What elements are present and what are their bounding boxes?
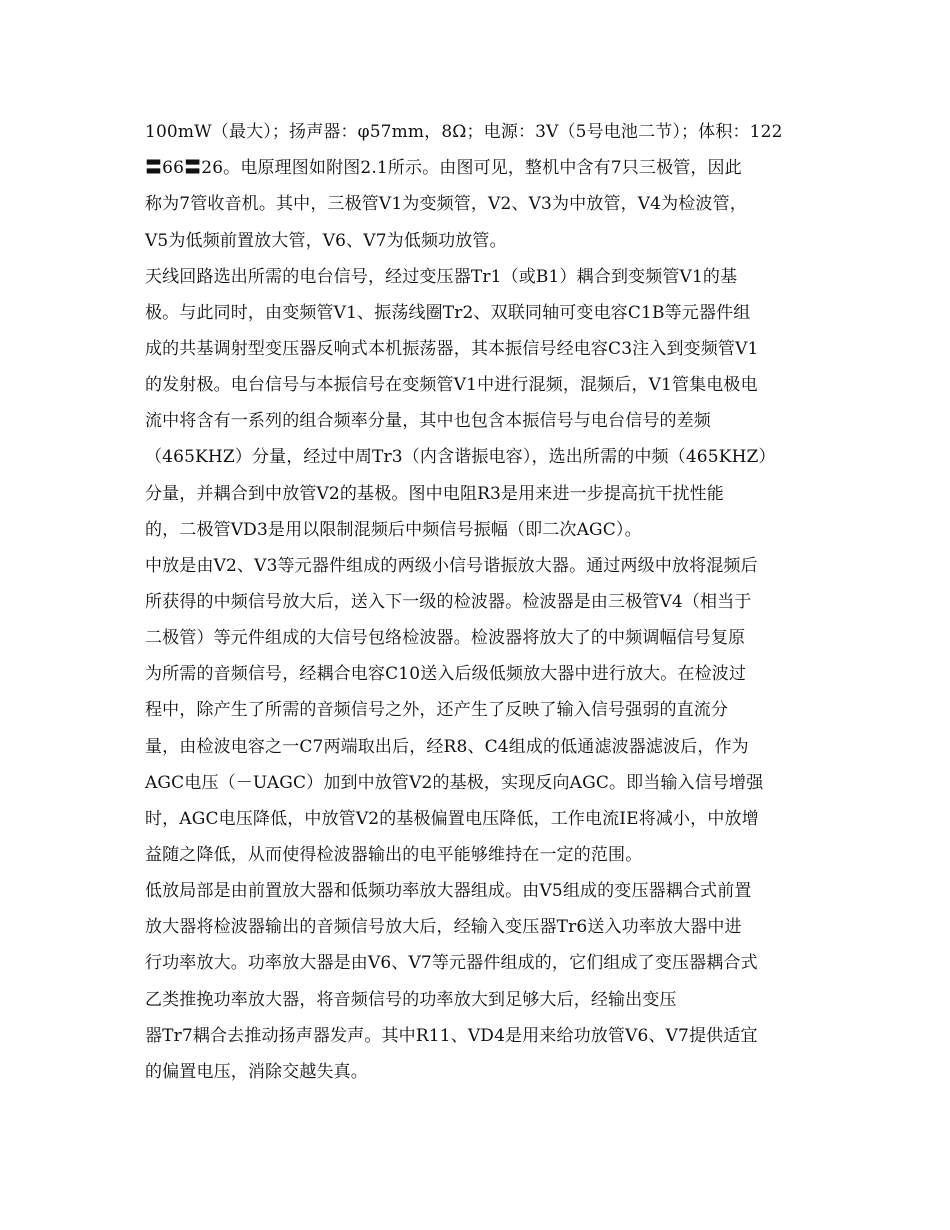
text-line: 的，二极管VD3是用以限制混频后中频信号振幅（即二次AGC）。 <box>145 520 642 540</box>
text-line: 称为7管收音机。其中，三极管V1为变频管，V2、V3为中放管，V4为检波管， <box>145 194 747 214</box>
text-line: 成的共基调射型变压器反响式本机振荡器，其本振信号经电容C3注入到变频管V1 <box>145 339 759 359</box>
text-line: 行功率放大。功率放大器是由V6、V7等元器件组成的，它们组成了变压器耦合式 <box>145 953 758 973</box>
text-line: 所获得的中频信号放大后，送入下一级的检波器。检波器是由三极管V4（相当于 <box>145 592 752 612</box>
text-line: 的偏置电压，消除交越失真。 <box>145 1062 368 1082</box>
text-line: 中放是由V2、V3等元器件组成的两级小信号谐振放大器。通过两级中放将混频后 <box>145 556 758 576</box>
text-line: AGC电压（－UAGC）加到中放管V2的基极，实现反向AGC。即当输入信号增强 <box>145 773 764 793</box>
text-line: 〓66〓26。电原理图如附图2.1所示。由图可见，整机中含有7只三极管，因此 <box>145 158 742 178</box>
text-line: 时，AGC电压降低，中放管V2的基极偏置电压降低，工作电流IE将减小，中放增 <box>145 809 759 829</box>
text-line: 低放局部是由前置放大器和低频功率放大器组成。由V5组成的变压器耦合式前置 <box>145 881 752 901</box>
text-line: 器Tr7耦合去推动扬声器发声。其中R11、VD4是用来给功放管V6、V7提供适宜 <box>145 1026 758 1046</box>
text-line: （465KHZ）分量，经过中周Tr3（内含谐振电容），选出所需的中频（465KHZ） <box>145 447 776 467</box>
text-line: 100mW（最大）；扬声器：φ57mm，8Ω；电源：3V（5号电池二节）；体积：122 <box>145 122 783 142</box>
text-line: 放大器将检波器输出的音频信号放大后，经输入变压器Tr6送入功率放大器中进 <box>145 917 742 937</box>
text-line: 为所需的音频信号，经耦合电容C10送入后级低频放大器中进行放大。在检波过 <box>145 664 747 684</box>
text-line: 极。与此同时，由变频管V1、振荡线圈Tr2、双联同轴可变电容C1B等元器件组 <box>145 303 751 323</box>
text-line: 的发射极。电台信号与本振信号在变频管V1中进行混频，混频后，V1管集电极电 <box>145 375 758 395</box>
text-line: 分量，并耦合到中放管V2的基极。图中电阻R3是用来进一步提高抗干扰性能 <box>145 484 724 504</box>
text-line: 天线回路选出所需的电台信号，经过变压器Tr1（或B1）耦合到变频管V1的基 <box>145 267 738 287</box>
text-line: 二极管）等元件组成的大信号包络检波器。检波器将放大了的中频调幅信号复原 <box>145 628 746 648</box>
text-line: 益随之降低，从而使得检波器输出的电平能够维持在一定的范围。 <box>145 845 643 865</box>
text-line: V5为低频前置放大管，V6、V7为低频功放管。 <box>145 231 507 251</box>
text-line: 乙类推挽功率放大器，将音频信号的功率放大到足够大后，经输出变压 <box>145 990 677 1010</box>
text-line: 流中将含有一系列的组合频率分量，其中也包含本振信号与电台信号的差频 <box>145 411 711 431</box>
text-line: 程中，除产生了所需的音频信号之外，还产生了反映了输入信号强弱的直流分 <box>145 700 729 720</box>
text-line: 量，由检波电容之一C7两端取出后，经R8、C4组成的低通滤波器滤波后，作为 <box>145 737 749 757</box>
